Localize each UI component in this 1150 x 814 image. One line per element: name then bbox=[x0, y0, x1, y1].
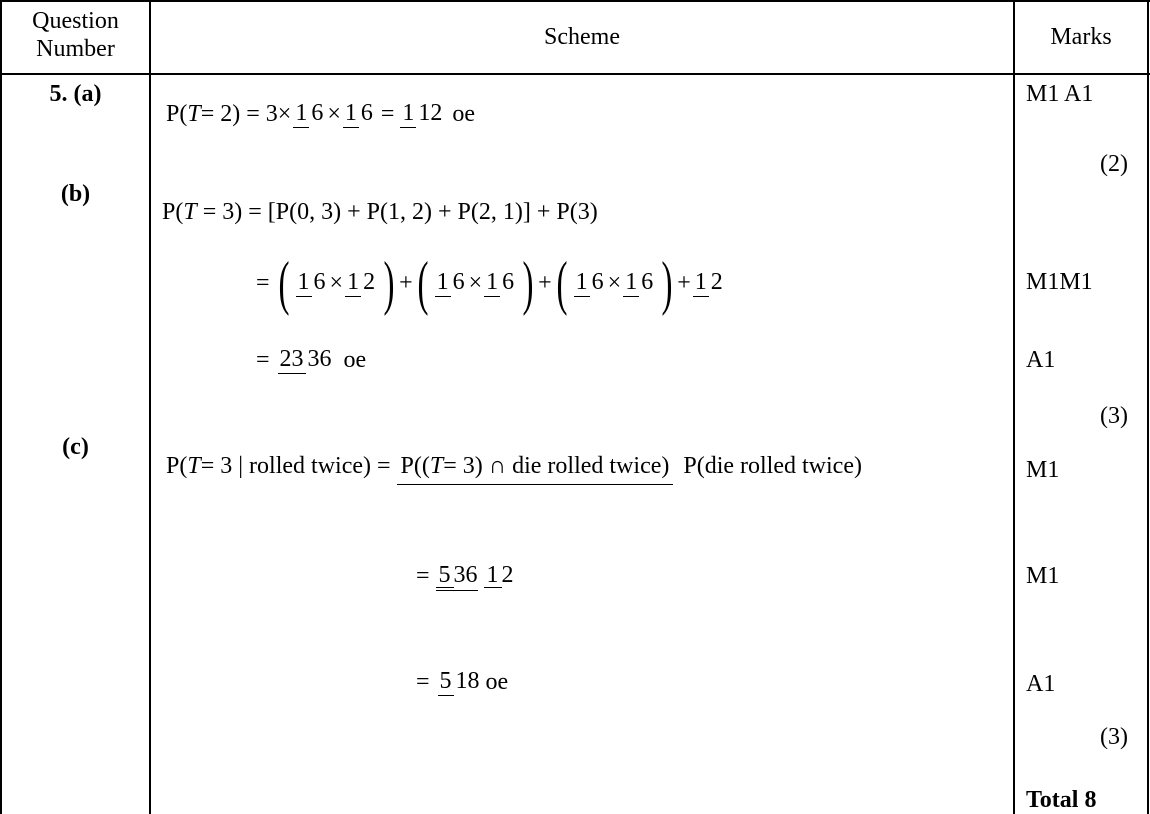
part-c-line-3: = 5 18 oe bbox=[416, 668, 509, 695]
column-divider-3 bbox=[1013, 0, 1015, 814]
header-marks: Marks bbox=[1050, 24, 1112, 50]
part-a-equation: P( T = 2) = 3× 1 6 × 1 6 = 1 12 oe bbox=[166, 100, 476, 127]
part-b-line-1: P(T = 3) = [P(0, 3) + P(1, 2) + P(2, 1)] + P(3) bbox=[162, 199, 598, 225]
part-c-marks-line-2: M1 bbox=[1026, 563, 1060, 589]
part-b-marks-line-2: M1M1 bbox=[1026, 269, 1093, 295]
column-divider-2 bbox=[149, 0, 151, 814]
table-top-border bbox=[0, 0, 1150, 2]
part-a-marks: M1 A1 bbox=[1026, 81, 1094, 107]
header-bottom-border bbox=[0, 73, 1150, 75]
part-b-line-3: = 23 36 oe bbox=[256, 346, 367, 373]
question-label-c: (c) bbox=[62, 434, 89, 460]
question-label-b: (b) bbox=[60, 181, 91, 207]
header-scheme: Scheme bbox=[544, 24, 620, 50]
part-c-subtotal: (3) bbox=[1100, 724, 1128, 750]
column-divider-4 bbox=[1147, 0, 1149, 814]
part-b-line-2: = ( 1 6 × 1 2 ) + ( 1 6 × 1 6 ) + ( 1 6 × 1 6 ) + 1 2 bbox=[256, 250, 723, 316]
part-b-marks-line-3: A1 bbox=[1026, 347, 1056, 373]
header-question-number: Question Number bbox=[32, 8, 119, 62]
part-a-subtotal: (2) bbox=[1100, 151, 1128, 177]
question-label-a: 5. (a) bbox=[49, 81, 102, 107]
grand-total: Total 8 bbox=[1026, 787, 1097, 813]
column-divider-1 bbox=[0, 0, 2, 814]
part-b-subtotal: (3) bbox=[1100, 403, 1128, 429]
part-c-line-2: = 5 36 1 2 bbox=[416, 508, 514, 644]
part-c-line-1: P( T = 3 | rolled twice) = P((T= 3) ∩ die rolled twice) P(die rolled twice) bbox=[166, 428, 866, 504]
part-c-marks-line-3: A1 bbox=[1026, 671, 1056, 697]
part-c-marks-line-1: M1 bbox=[1026, 457, 1060, 483]
